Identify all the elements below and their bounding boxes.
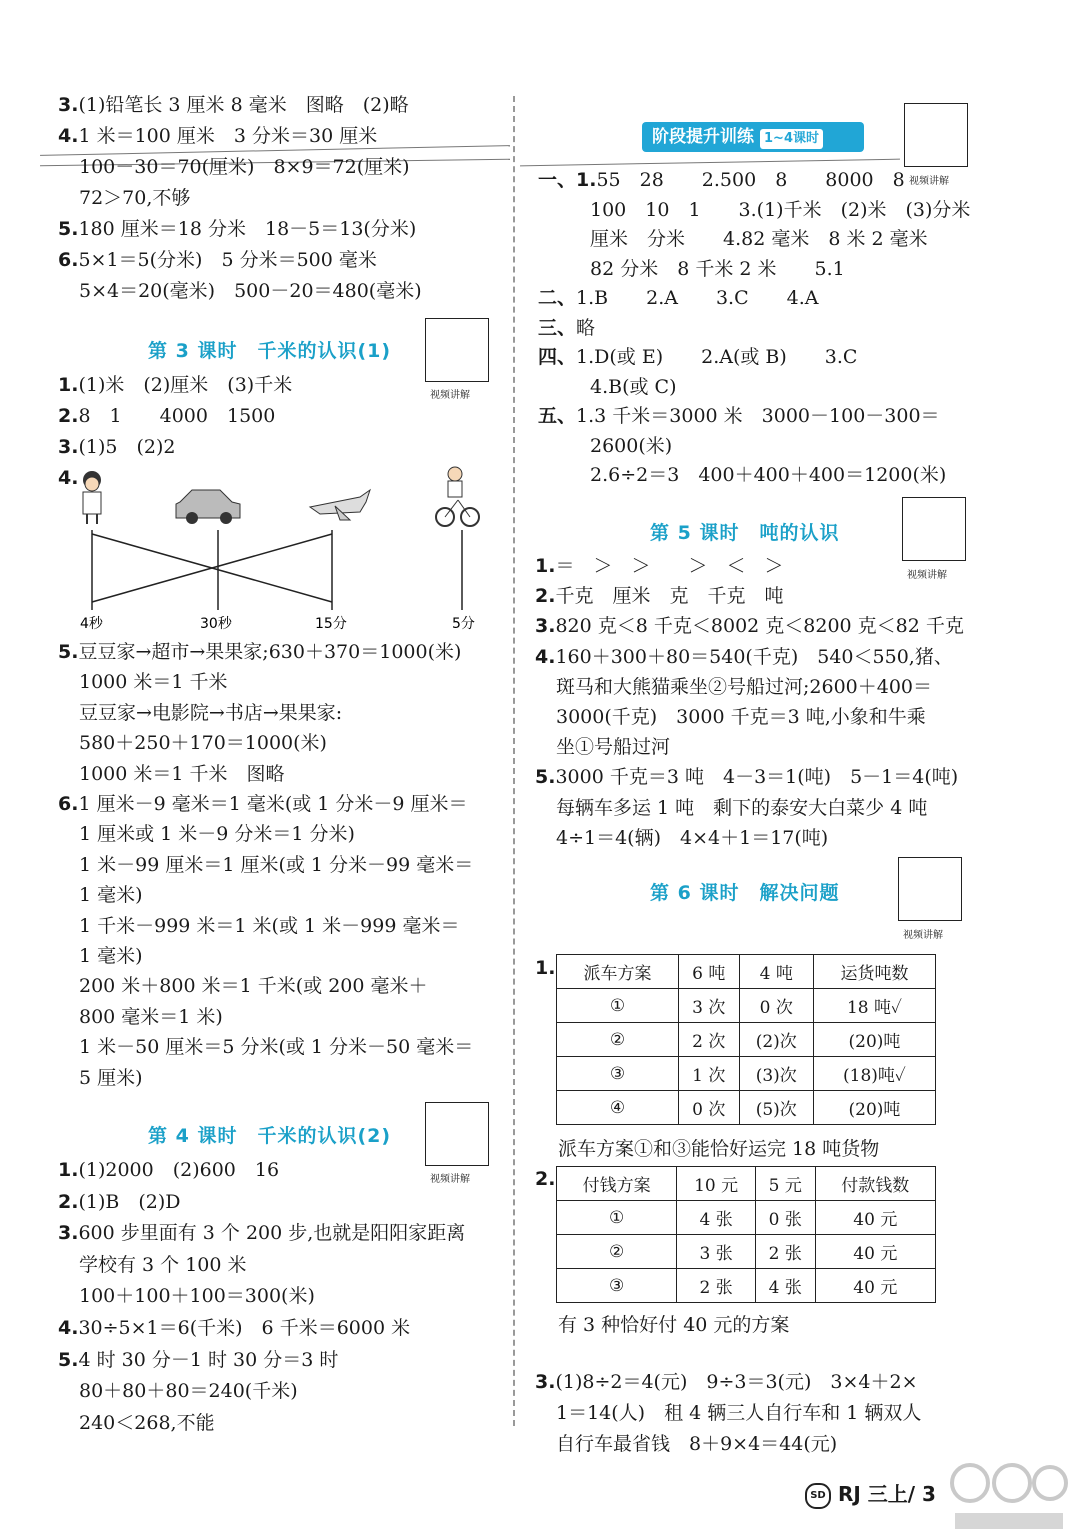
answer-line (79, 1284, 315, 1308)
answer-text: 200 米＋800 米＝1 千米(或 200 毫米＋ (79, 975, 428, 998)
answer-line (58, 248, 377, 272)
answer-text: 1 米－99 厘米＝1 厘米(或 1 分米－99 毫米＝ (79, 853, 474, 876)
page-number: RJ 三上/ 3 (837, 1482, 936, 1506)
answer-line (79, 279, 422, 303)
stage-banner (642, 122, 864, 152)
table-cell: ③ (557, 1269, 677, 1303)
answer-text: 600 步里面有 3 个 200 步,也就是阳阳家距离 (78, 1222, 466, 1245)
table-cell: 4 张 (755, 1269, 815, 1303)
answer-text: 3000(千克) 3000 千克＝3 吨,小象和牛乘 (556, 706, 926, 728)
answer-line (590, 375, 677, 399)
question-number: 4. (58, 467, 79, 489)
answer-text: 240＜268,不能 (79, 1411, 215, 1434)
question-number: 3. (535, 1371, 556, 1393)
answer-text: 180 厘米＝18 分米 18－5＝13(分米) (78, 218, 417, 240)
table-cell: 派车方案 (557, 955, 679, 989)
answer-line (79, 944, 143, 968)
answer-line (556, 675, 932, 699)
table-row (557, 1201, 936, 1235)
answer-text: 豆豆家→电影院→书店→果果家: (79, 701, 343, 724)
answer-line (535, 554, 783, 578)
table-cell: (3)次 (739, 1057, 813, 1091)
answer-text: 坐①号船过河 (556, 736, 671, 759)
answer-text: 学校有 3 个 100 米 (79, 1253, 247, 1276)
question-number: 3. (535, 615, 556, 638)
answer-text: 5×1＝5(分米) 5 分米＝500 毫米 (78, 249, 377, 271)
lesson5-heading: 第 5 课时 吨的认识 (650, 522, 840, 544)
question-number: 五、 (538, 405, 577, 427)
answer-text: 80＋80＋80＝240(千米) (79, 1380, 298, 1403)
answer-text: 1.3 千米＝3000 米 3000－100－300＝ (576, 405, 940, 427)
answer-text: 3000 千克＝3 吨 4－3＝1(吨) 5－1＝4(吨) (555, 766, 959, 789)
answer-line (58, 435, 175, 459)
question-number: 四、 (538, 346, 577, 368)
question-number: 2. (58, 1190, 79, 1213)
answer-text: 1 毫米) (79, 945, 143, 967)
question-number: 5. (535, 766, 556, 789)
table-cell: (2)次 (739, 1023, 813, 1057)
answer-text: (1)米 (2)厘米 (3)千米 (78, 374, 293, 396)
answer-text: 100 10 1 3.(1)千米 (2)米 (3)分米 (590, 198, 971, 221)
answer-line (556, 1401, 921, 1425)
table-cell: (5)次 (739, 1091, 813, 1125)
answer-line (538, 286, 818, 310)
qr-code-lesson5[interactable] (902, 497, 966, 561)
answer-line (556, 1432, 837, 1456)
answer-text: 每辆车多运 1 吨 剩下的泰安大白菜少 4 吨 (556, 796, 928, 819)
table1-conclusion: 派车方案①和③能恰好运完 18 吨货物 (558, 1138, 880, 1160)
question-number: 一、1. (538, 169, 597, 191)
question-number: 1. (58, 374, 79, 396)
diagram-label-0: 4秒 (80, 616, 103, 632)
table-cell: 10 元 (677, 1167, 756, 1201)
dispatch-table (556, 954, 936, 1125)
page-footer (805, 1478, 936, 1509)
answer-text: (1)B (2)D (78, 1190, 181, 1213)
table-cell: 1 次 (679, 1057, 740, 1091)
answer-text: 100＋100＋100＝300(米) (79, 1285, 315, 1308)
table-cell: 40 元 (815, 1269, 935, 1303)
table-cell: 4 吨 (739, 955, 813, 989)
boy-icon (83, 471, 101, 524)
page-fold-line (520, 159, 900, 167)
answer-text: 1 千米－999 米＝1 米(或 1 米－999 毫米＝ (79, 914, 460, 937)
question-number: 5. (58, 641, 79, 663)
answer-line (79, 1253, 247, 1277)
table-cell: 付钱方案 (557, 1167, 677, 1201)
answer-text: 100－30＝70(厘米) 8×9＝72(厘米) (79, 156, 410, 178)
answer-text: 1 毫米) (79, 884, 143, 907)
answer-text: 1 厘米－9 毫米＝1 毫米(或 1 分米－9 厘米＝ (78, 793, 468, 815)
answer-line (590, 257, 845, 281)
answer-text: 2.6÷2＝3 400＋400＋400＝1200(米) (590, 464, 947, 486)
table-cell: 6 吨 (679, 955, 740, 989)
answer-text: 1000 米＝1 千米 (79, 671, 228, 694)
lesson6-heading: 第 6 课时 解决问题 (650, 882, 840, 904)
question-number: 4. (58, 125, 79, 147)
table-cell: (20)吨 (813, 1023, 935, 1057)
answer-text: 斑马和大熊猫乘坐②号船过河;2600＋400＝ (556, 675, 933, 698)
answer-line (590, 434, 672, 458)
answer-line (79, 186, 190, 210)
answer-text: 千克 厘米 克 千克 吨 (555, 585, 784, 608)
answer-text: 略 (576, 316, 596, 339)
table-cell: 付款钱数 (815, 1167, 935, 1201)
answer-text: 豆豆家→超市→果果家;630＋370＝1000(米) (78, 641, 462, 663)
table-header-row (557, 955, 936, 989)
qr-caption: 视频讲解 (907, 570, 947, 581)
answer-line (58, 217, 416, 241)
answer-line (58, 792, 468, 816)
answer-line (58, 1221, 465, 1245)
qr-code-lesson6[interactable] (898, 857, 962, 921)
table2-number: 2. (535, 1168, 556, 1190)
answer-text: 4.B(或 C) (590, 375, 677, 398)
answer-line (535, 614, 964, 638)
answer-text: 820 克＜8 千克＜8002 克＜8200 克＜82 千克 (555, 615, 964, 638)
answer-text: 1.D(或 E) 2.A(或 B) 3.C (576, 346, 858, 368)
table-row (557, 1269, 936, 1303)
matching-diagram (70, 462, 500, 637)
answer-line (79, 1035, 473, 1059)
question-number: 4. (535, 645, 556, 668)
answer-text: 30÷5×1＝6(千米) 6 千米＝6000 米 (78, 1317, 411, 1339)
question-number: 6. (58, 249, 79, 271)
answer-text: 5×4＝20(毫米) 500－20＝480(毫米) (79, 280, 422, 302)
table-cell: (20)吨 (813, 1091, 935, 1125)
payment-table (556, 1166, 936, 1303)
answer-text: (1)铅笔长 3 厘米 8 毫米 图略 (2)略 (78, 94, 409, 116)
answer-line (79, 822, 355, 846)
answer-line (58, 1316, 410, 1340)
diagram-label-3: 5分 (452, 616, 475, 632)
table-cell: 40 元 (815, 1201, 935, 1235)
airplane-icon (310, 490, 370, 520)
answer-text: 1.B 2.A 3.C 4.A (576, 287, 819, 309)
table-cell: 0 次 (679, 1091, 740, 1125)
lesson3-heading: 第 3 课时 千米的认识(1) (148, 340, 392, 362)
table-cell: 18 吨✓ (813, 989, 935, 1023)
answer-line (58, 93, 409, 117)
answer-text: ＝ ＞ ＞ ＞ ＜ ＞ (555, 555, 784, 577)
question-number: 三、 (538, 316, 577, 339)
table-cell: 运货吨数 (813, 955, 935, 989)
question-number: 2. (535, 585, 556, 608)
table2-conclusion: 有 3 种恰好付 40 元的方案 (558, 1314, 790, 1336)
table-row (557, 1023, 936, 1057)
answer-line (535, 645, 953, 669)
answer-line (79, 701, 342, 725)
car-icon (176, 490, 240, 524)
answer-line (79, 670, 228, 694)
answer-text: 1000 米＝1 千米 图略 (79, 762, 285, 785)
answer-text: 厘米 分米 4.82 毫米 8 米 2 毫米 (590, 228, 928, 250)
answer-text: 1 米－50 厘米＝5 分米(或 1 分米－50 毫米＝ (79, 1036, 474, 1059)
answer-line (79, 1411, 215, 1435)
table-cell: 2 张 (755, 1235, 815, 1269)
answer-text: 1＝14(人) 租 4 辆三人自行车和 1 辆双人 (556, 1402, 922, 1424)
qr-caption: 视频讲解 (909, 176, 949, 187)
table-cell: 3 次 (679, 989, 740, 1023)
answer-line (58, 1190, 180, 1214)
answer-text: 4 时 30 分－1 时 30 分＝3 时 (78, 1348, 339, 1371)
question-number: 3. (58, 1222, 79, 1245)
answer-line (58, 373, 292, 397)
answer-text: 580＋250＋170＝1000(米) (79, 732, 327, 755)
lesson4-heading: 第 4 课时 千米的认识(2) (148, 1125, 392, 1147)
table-row (557, 1235, 936, 1269)
answer-line (79, 853, 473, 877)
answer-text: 82 分米 8 千米 2 米 5.1 (590, 257, 845, 280)
table-cell: 2 次 (679, 1023, 740, 1057)
answer-line (535, 1370, 918, 1394)
qr-caption: 视频讲解 (430, 1174, 470, 1185)
answer-line (538, 316, 595, 340)
answer-text: 160＋300＋80＝540(千克) 540＜550,猪、 (555, 645, 953, 668)
question-number: 5. (58, 218, 79, 240)
table-row (557, 1091, 936, 1125)
question-number: 1. (58, 1159, 79, 1181)
answer-text: 2600(米) (590, 434, 673, 457)
answer-line (58, 1158, 279, 1182)
table-cell: 2 张 (677, 1269, 756, 1303)
answer-line (79, 914, 459, 938)
answer-line (590, 463, 946, 487)
answer-text: (1)8÷2＝4(元) 9÷3＝3(元) 3×4＋2× (555, 1371, 918, 1393)
answer-line (79, 883, 143, 907)
question-number: 6. (58, 793, 79, 815)
table-header-row (557, 1167, 936, 1201)
answer-line (79, 1005, 223, 1029)
question-number: 3. (58, 94, 79, 116)
publisher-badge: SD (805, 1483, 831, 1509)
answer-line (79, 1379, 298, 1403)
table-cell: 5 元 (755, 1167, 815, 1201)
answer-text: 1 厘米或 1 米－9 分米＝1 分米) (79, 823, 355, 846)
answer-text: (1)5 (2)2 (78, 436, 176, 458)
table-cell: ① (557, 989, 679, 1023)
answer-line (58, 640, 461, 664)
answer-line (79, 1066, 143, 1090)
table1-number: 1. (535, 957, 556, 979)
answer-text: 72＞70,不够 (79, 187, 191, 209)
table-cell: ③ (557, 1057, 679, 1091)
table-cell: ② (557, 1235, 677, 1269)
answer-line (556, 705, 926, 729)
question-number: 4. (58, 1317, 79, 1339)
answer-line (538, 345, 857, 369)
question-number: 2. (58, 405, 79, 427)
stage-banner-sub: 1~4课时 (760, 129, 823, 149)
answer-line (79, 762, 285, 786)
answer-line (79, 974, 428, 998)
watermark-logo (950, 1455, 1070, 1533)
answer-text: 8 1 4000 1500 (78, 405, 276, 427)
answer-text: 1 米＝100 厘米 3 分米＝30 厘米 (78, 125, 378, 147)
answer-text: 自行车最省钱 8＋9×4＝44(元) (556, 1433, 838, 1455)
answer-line (58, 404, 275, 428)
table-row (557, 1057, 936, 1091)
diagram-label-1: 30秒 (200, 616, 232, 632)
answer-text: 800 毫米＝1 米) (79, 1005, 223, 1028)
answer-text: 55 28 2.500 8 8000 8 (596, 169, 905, 191)
answer-line (58, 124, 377, 148)
answer-line (590, 198, 970, 222)
qr-code-stage[interactable] (904, 103, 968, 167)
qr-caption: 视频讲解 (430, 390, 470, 401)
question-number: 5. (58, 1348, 79, 1371)
answer-line (556, 735, 670, 759)
answer-line (79, 155, 410, 179)
table-cell: 3 张 (677, 1235, 756, 1269)
cyclist-icon (436, 467, 479, 526)
answer-line (538, 404, 940, 428)
table-cell: ① (557, 1201, 677, 1235)
table-cell: ④ (557, 1091, 679, 1125)
diagram-label-2: 15分 (315, 616, 347, 632)
table-cell: (18)吨✓ (813, 1057, 935, 1091)
answer-line (58, 1348, 338, 1372)
stage-banner-title: 阶段提升训练 (652, 127, 754, 147)
answer-line (535, 584, 783, 608)
qr-code-lesson3[interactable] (425, 318, 489, 382)
answer-text: (1)2000 (2)600 16 (78, 1159, 280, 1181)
question-number: 3. (58, 436, 79, 458)
table-cell: 4 张 (677, 1201, 756, 1235)
question-number: 1. (535, 555, 556, 577)
table-cell: 0 次 (739, 989, 813, 1023)
question-number: 二、 (538, 287, 577, 309)
qr-caption: 视频讲解 (903, 930, 943, 941)
answer-line (538, 168, 905, 192)
answer-line (556, 826, 828, 850)
answer-line (556, 796, 927, 820)
table-cell: ② (557, 1023, 679, 1057)
table-cell: 40 元 (815, 1235, 935, 1269)
column-divider (513, 96, 515, 1426)
qr-code-lesson4[interactable] (425, 1102, 489, 1166)
answer-text: 4÷1＝4(辆) 4×4＋1＝17(吨) (556, 826, 829, 849)
answer-line (535, 765, 958, 789)
answer-text: 5 厘米) (79, 1066, 143, 1089)
answer-line (590, 227, 928, 251)
answer-line (79, 731, 327, 755)
table-row (557, 989, 936, 1023)
table-cell: 0 张 (755, 1201, 815, 1235)
